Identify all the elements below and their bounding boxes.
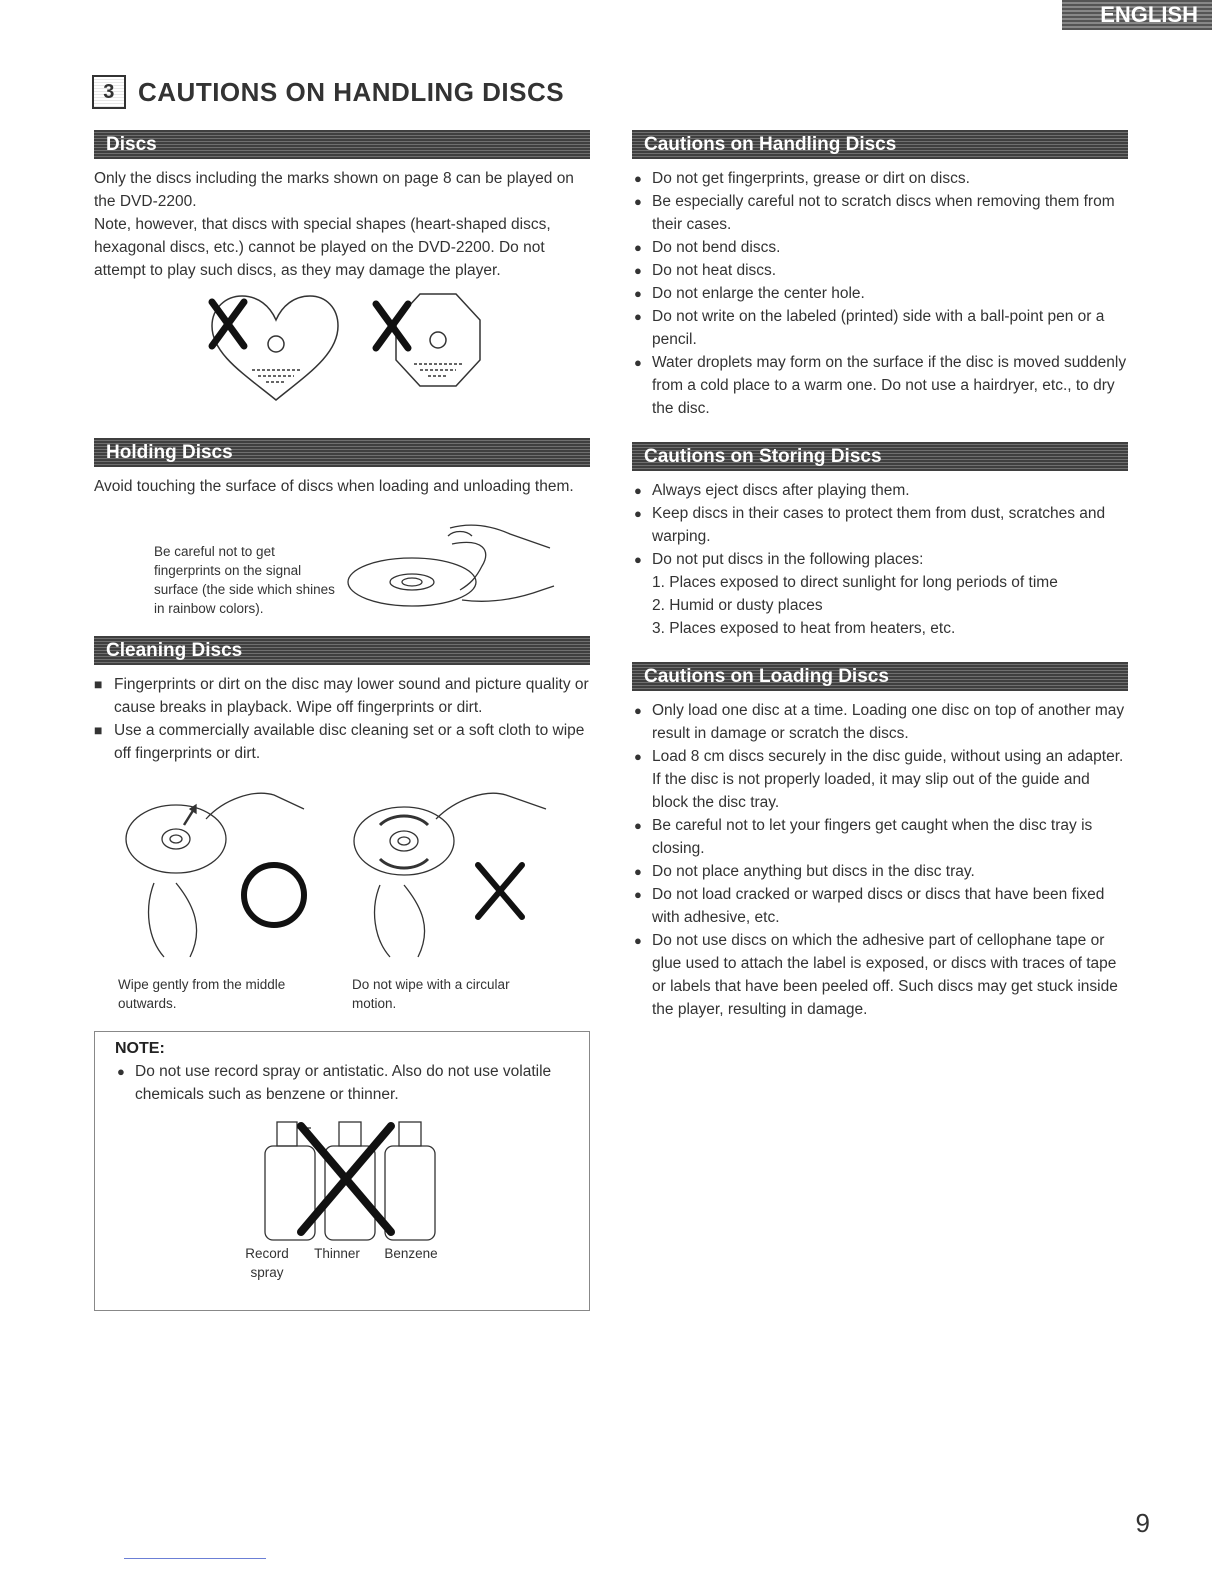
language-tab: ENGLISH bbox=[1062, 0, 1212, 30]
page-number: 9 bbox=[1135, 1508, 1150, 1538]
list-item: ● Do not enlarge the center hole. bbox=[634, 285, 865, 302]
list-item: 1. Places exposed to direct sunlight for long periods of time bbox=[652, 574, 1058, 591]
bottle-label: Benzene bbox=[384, 1246, 438, 1261]
cross-mark-icon bbox=[212, 302, 244, 346]
caption-incorrect-wiping: Do not wipe with a circular motion. bbox=[352, 977, 510, 1011]
handling-list bbox=[632, 167, 1128, 420]
list-item: ● Always eject discs after playing them. bbox=[634, 482, 910, 499]
right-column bbox=[632, 130, 1128, 1021]
section-number: 3 bbox=[92, 75, 126, 109]
list-item: ● Be especially careful not to scratch discs when removing them from their cases. bbox=[634, 193, 1115, 233]
storing-list bbox=[632, 479, 1128, 571]
left-column bbox=[94, 130, 590, 1311]
caption-correct-wiping: Wipe gently from the middle outwards. bbox=[118, 977, 286, 1011]
list-item: ● Do not bend discs. bbox=[634, 239, 781, 256]
bottle-label: Record spray bbox=[245, 1246, 289, 1280]
list-item: ● Do not write on the labeled (printed) side with a ball-point pen or a pencil. bbox=[634, 308, 1105, 348]
list-item: ● Do not load cracked or warped discs or discs that have been fixed with adhesive, etc. bbox=[634, 886, 1105, 926]
page-title bbox=[92, 74, 564, 110]
correct-wiping-illustration bbox=[124, 779, 324, 969]
odd-shaped-discs-illustration bbox=[94, 282, 590, 418]
handling-heading: Cautions on Handling Discs bbox=[632, 130, 1128, 159]
storing-places-list bbox=[632, 571, 1128, 640]
list-item: ■ Fingerprints or dirt on the disc may lower sound and picture quality or cause breaks in playback. Wipe off fingerprints or dirt. bbox=[94, 676, 589, 716]
holding-caption: Be careful not to get fingerprints on the signal surface (the side which shines in rainbow colors). bbox=[154, 544, 335, 616]
note-title: NOTE: bbox=[115, 1040, 165, 1057]
bottle-labels bbox=[241, 1244, 569, 1282]
bottle-label: Thinner bbox=[314, 1246, 360, 1261]
loading-list bbox=[632, 699, 1128, 1021]
list-item: ● Do not put discs in the following places: bbox=[634, 551, 924, 568]
cross-mark-icon bbox=[376, 304, 408, 348]
list-item: ● Water droplets may form on the surface if the disc is moved suddenly from a cold place to a warm one. Do not use a hairdryer, etc., to dry the disc. bbox=[634, 354, 1127, 417]
note-list bbox=[115, 1060, 569, 1106]
list-item: ● Only load one disc at a time. Loading one disc on top of another may result in damage or scratch the discs. bbox=[634, 702, 1125, 742]
hand-holding-disc-illustration bbox=[342, 508, 562, 628]
heart-disc-icon bbox=[212, 296, 338, 400]
holding-figure bbox=[94, 498, 590, 630]
cleaning-heading: Cleaning Discs bbox=[94, 636, 590, 665]
list-item: ● Keep discs in their cases to protect them from dust, scratches and warping. bbox=[634, 505, 1106, 545]
cross-mark-icon bbox=[478, 865, 522, 917]
discs-paragraph-2: Note, however, that discs with special shapes (heart-shaped discs, hexagonal discs, etc.) cannot be played on the DVD-2200. Do not attempt to play such discs, as they may damage the player. bbox=[94, 216, 551, 279]
correct-circle-icon bbox=[244, 865, 304, 925]
list-item: ● Load 8 cm discs securely in the disc guide, without using an adapter. If the disc is not properly loaded, it may slip out of the guide and block the disc tray. bbox=[634, 748, 1124, 811]
holding-paragraph: Avoid touching the surface of discs when loading and unloading them. bbox=[94, 478, 574, 495]
storing-heading: Cautions on Storing Discs bbox=[632, 442, 1128, 471]
loading-heading: Cautions on Loading Discs bbox=[632, 662, 1128, 691]
note-box bbox=[94, 1031, 590, 1311]
list-item: 3. Places exposed to heat from heaters, etc. bbox=[652, 620, 956, 637]
chemical-bottles-illustration bbox=[241, 1116, 451, 1242]
list-item: ● Do not heat discs. bbox=[634, 262, 777, 279]
list-item: ● Do not get fingerprints, grease or dirt on discs. bbox=[634, 170, 970, 187]
discs-heading: Discs bbox=[94, 130, 590, 159]
list-item: ● Do not use record spray or antistatic. Also do not use volatile chemicals such as benzene or thinner. bbox=[117, 1063, 552, 1103]
cleaning-list bbox=[94, 673, 590, 765]
discs-paragraph-1: Only the discs including the marks shown on page 8 can be played on the DVD-2200. bbox=[94, 170, 574, 210]
list-item: ● Do not use discs on which the adhesive part of cellophane tape or glue used to attach the label is exposed, or discs with traces of tape or labels that have been peeled off. Such discs may get stuck inside the player, resulting in damage. bbox=[634, 932, 1118, 1018]
list-item: ■ Use a commercially available disc cleaning set or a soft cloth to wipe off fingerprints or dirt. bbox=[94, 722, 585, 762]
incorrect-wiping-illustration bbox=[346, 779, 566, 969]
footer-rule bbox=[124, 1558, 266, 1559]
list-item: ● Be careful not to let your fingers get caught when the disc tray is closing. bbox=[634, 817, 1093, 857]
holding-heading: Holding Discs bbox=[94, 438, 590, 467]
benzene-bottle-icon bbox=[385, 1146, 435, 1240]
list-item: 2. Humid or dusty places bbox=[652, 597, 823, 614]
page-title-text: CAUTIONS ON HANDLING DISCS bbox=[138, 76, 565, 107]
cleaning-figure bbox=[94, 765, 590, 1011]
list-item: ● Do not place anything but discs in the disc tray. bbox=[634, 863, 975, 880]
